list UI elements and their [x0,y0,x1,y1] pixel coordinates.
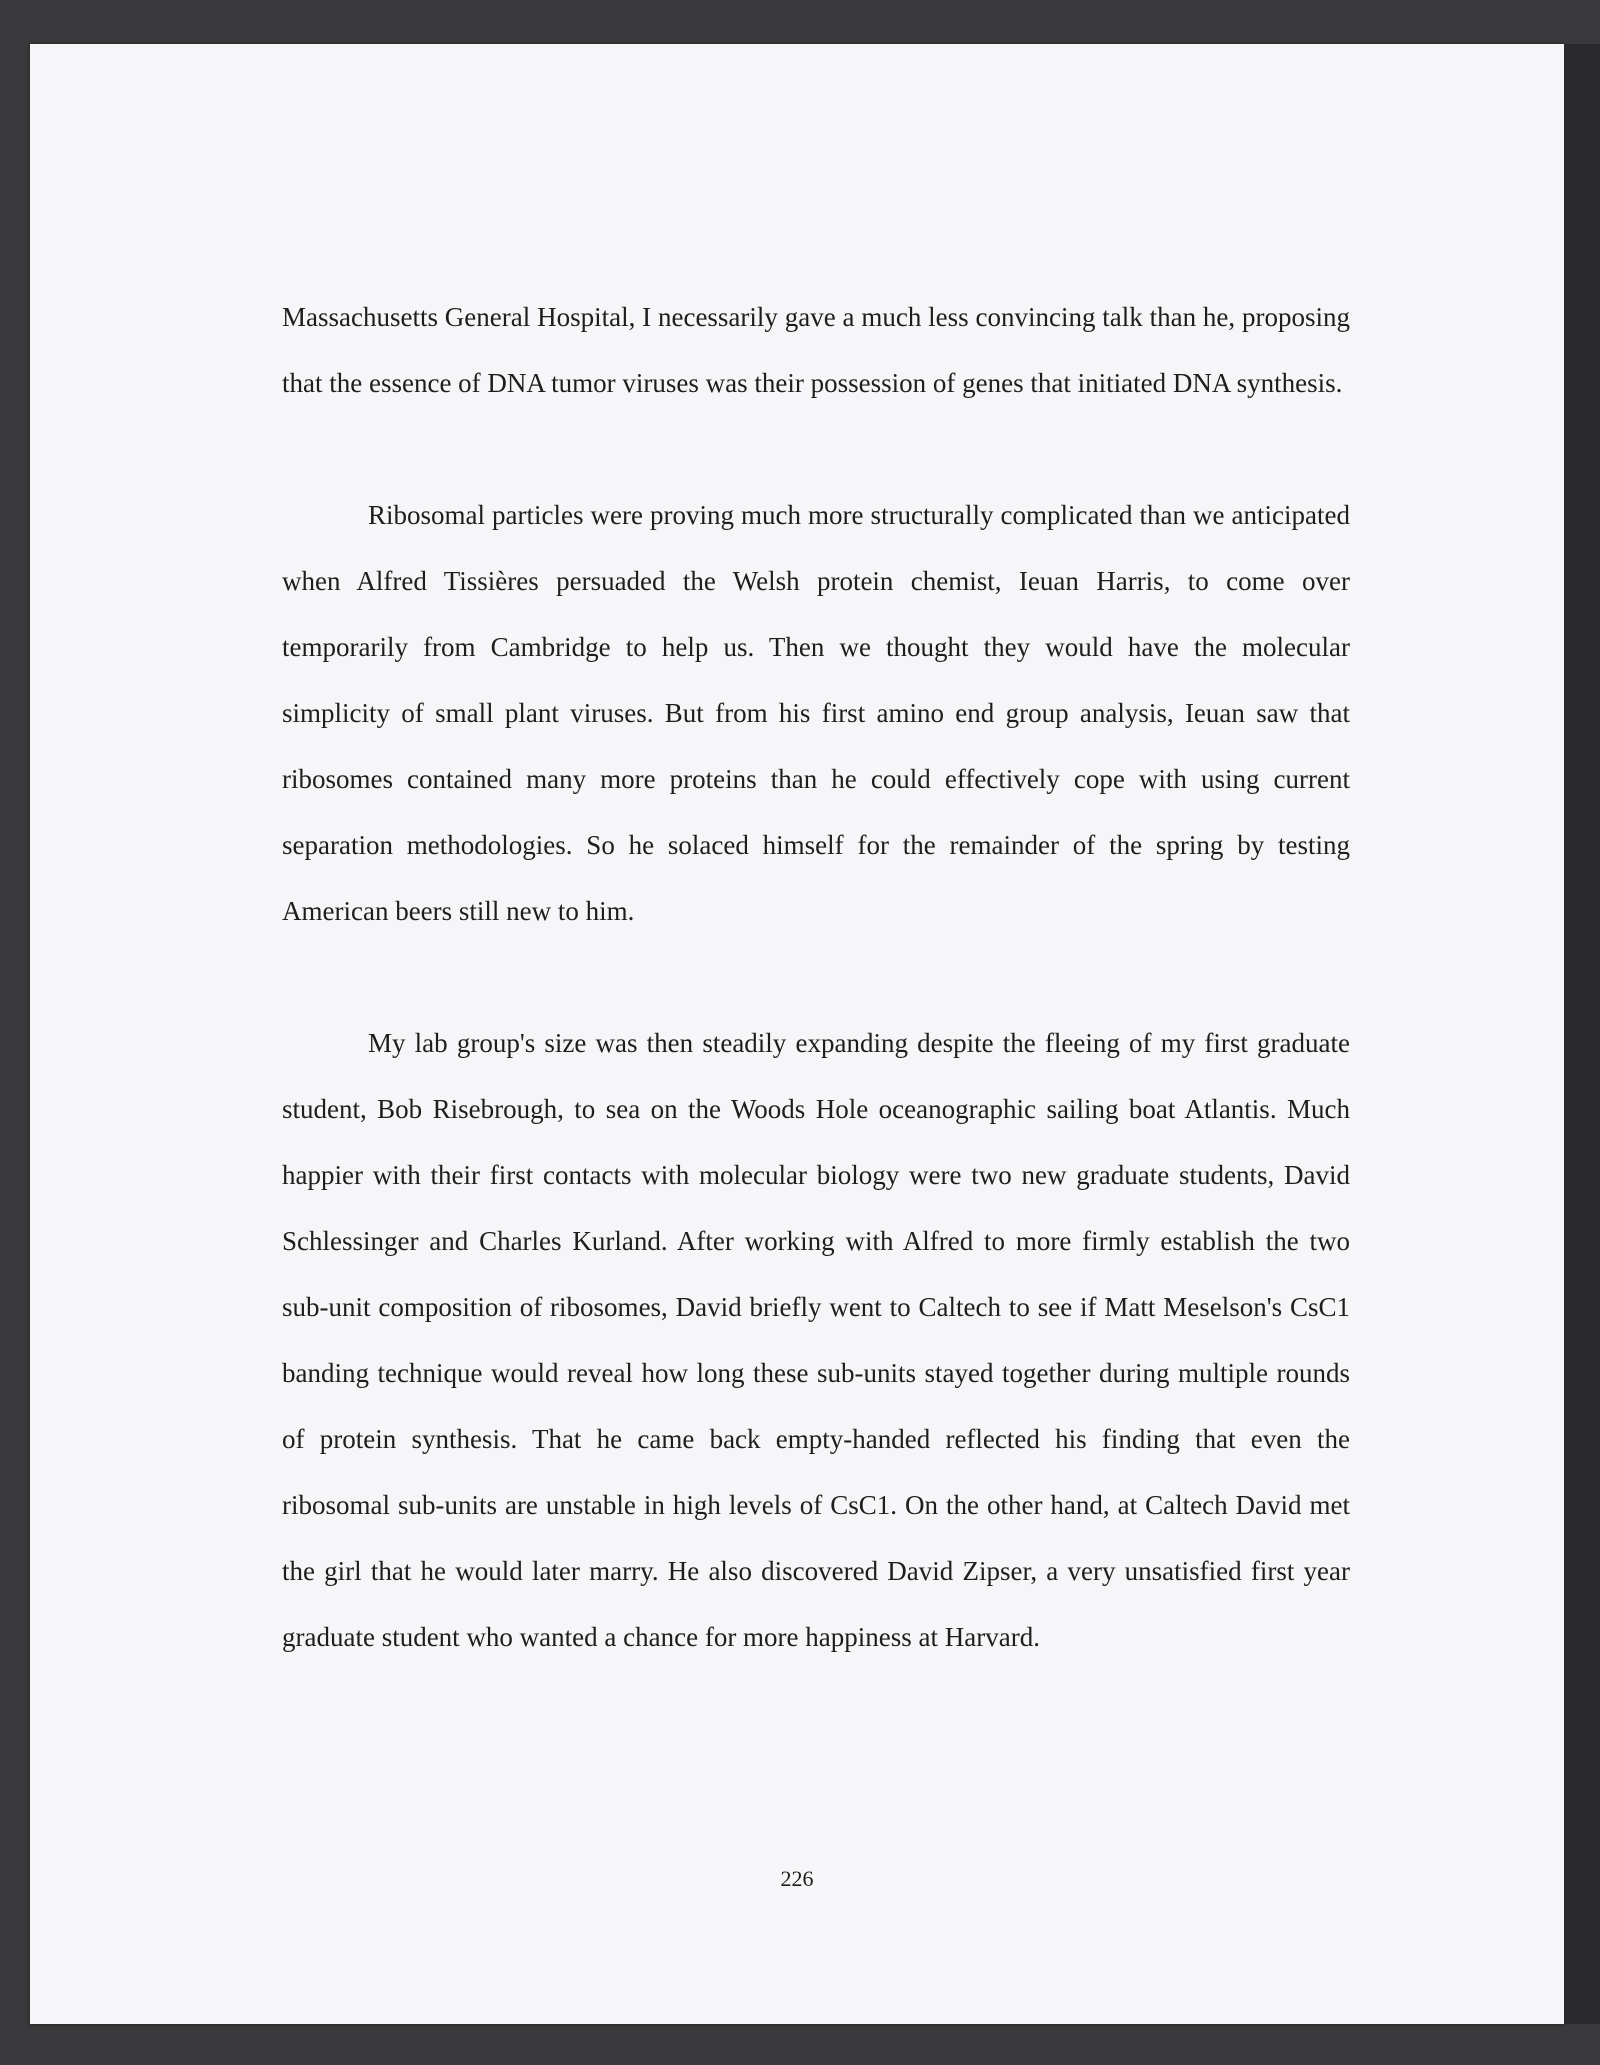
body-text [282,284,1350,1736]
page-number: 226 [780,1866,814,1891]
scan-edge [1564,44,1600,2024]
document-page [30,44,1564,2024]
paragraph-2: Ribosomal particles were proving much more structurally complicated than we anticipated when Alfred Tissières persuaded the Welsh protein chemist, Ieuan Harris, to come over temporarily from Cambridge to help us. Then we thought they would have the molecular simplicity of small plant viruses. But from his first amino end group analysis, Ieuan saw that ribosomes contained many more proteins than he could effectively cope with using current separation methodologies. So he solaced himself for the remainder of the spring by testing American beers still new to him. [282,500,1350,926]
paragraph-3: My lab group's size was then steadily expanding despite the fleeing of my first graduate student, Bob Risebrough, to sea on the Woods Hole oceanographic sailing boat Atlantis. Much happier with their first contacts with molecular biology were two new graduate students, David Schlessinger and Charles Kurland. After working with Alfred to more firmly establish the two sub-unit composition of ribosomes, David briefly went to Caltech to see if Matt Meselson's CsC1 banding technique would reveal how long these sub-units stayed together during multiple rounds of protein synthesis. That he came back empty-handed reflected his finding that even the ribosomal sub-units are unstable in high levels of CsC1. On the other hand, at Caltech David met the girl that he would later marry. He also discovered David Zipser, a very unsatisfied first year graduate student who wanted a chance for more happiness at Harvard. [282,1028,1350,1652]
paragraph-1: Massachusetts General Hospital, I necessarily gave a much less convincing talk than he, proposing that the essence of DNA tumor viruses was their possession of genes that initiated DNA synthesis. [282,302,1350,398]
